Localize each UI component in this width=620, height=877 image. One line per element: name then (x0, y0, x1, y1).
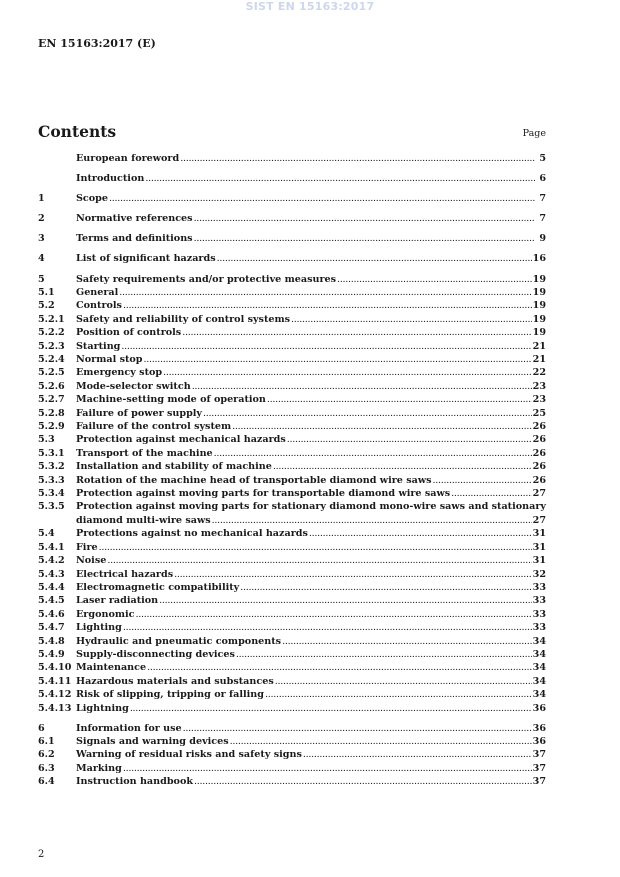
toc-entry-number: 5.4.13 (38, 702, 72, 714)
toc-entry[interactable] (38, 688, 546, 701)
toc-entry-number: 5.4.6 (38, 608, 65, 620)
toc-entry-title: diamond multi-wire saws (76, 514, 211, 526)
toc-entry-page: 23 (532, 380, 546, 392)
dot-leader (232, 420, 532, 433)
toc-entry-title: Terms and definitions (76, 233, 193, 245)
toc-entry[interactable] (38, 621, 546, 634)
toc-entry-title: Normative references (76, 213, 193, 225)
toc-entry-title: Protections against no mechanical hazards (76, 528, 308, 540)
dot-leader (265, 688, 532, 701)
dot-leader (267, 393, 532, 406)
toc-entry-title: Warning of residual risks and safety signs (76, 749, 302, 761)
dot-leader (123, 621, 532, 634)
toc-entry[interactable] (38, 648, 546, 661)
toc-entry-title: Normal stop (76, 354, 143, 365)
page-number: 2 (38, 849, 45, 860)
toc-entry[interactable] (38, 212, 546, 225)
toc-entry-number: 5.2.2 (38, 327, 65, 339)
dot-leader (180, 152, 535, 165)
toc-entry-number: 3 (38, 233, 45, 245)
toc-entry-page: 34 (532, 662, 546, 674)
toc-entry-number: 5.4.9 (38, 648, 65, 660)
toc-entry-number: 5.4.5 (38, 595, 65, 607)
toc-entry-number: 5.3.2 (38, 461, 65, 473)
toc-entry-title: Mode-selector switch (76, 380, 191, 392)
toc-entry-number: 5.2.8 (38, 407, 65, 419)
toc-entry[interactable] (38, 568, 546, 581)
toc-entry-title: Controls (76, 300, 122, 312)
toc-entry-number: 5.4.10 (38, 662, 72, 674)
toc-entry-title: Signals and warning devices (76, 736, 229, 748)
toc-entry-page: 22 (532, 367, 546, 379)
dot-leader (287, 433, 532, 446)
toc-entry-title: Ergonomic (76, 608, 135, 620)
toc-entry-number: 5.4.12 (38, 689, 72, 701)
page-column-label: Page (522, 128, 546, 139)
toc-entry[interactable] (38, 735, 546, 748)
toc-entry-title: Marking (76, 762, 122, 774)
toc-entry-page: 16 (532, 253, 546, 265)
toc-entry-page: 33 (532, 622, 546, 634)
toc-entry-number: 5.2 (38, 300, 55, 312)
toc-entry[interactable] (38, 675, 546, 688)
toc-entry-number: 5.1 (38, 286, 55, 298)
toc-entry-page: 27 (532, 514, 546, 526)
dot-leader (123, 299, 532, 312)
dot-leader (144, 353, 532, 366)
toc-entry-page: 5 (539, 153, 546, 164)
page-title: Contents (38, 122, 117, 141)
toc-entry-number: 5.2.6 (38, 380, 65, 392)
toc-entry-title: General (76, 286, 119, 298)
toc-entry[interactable] (38, 340, 546, 353)
toc-entry-title: Maintenance (76, 662, 147, 674)
toc-entry-title: Machine-setting mode of operation (76, 394, 266, 406)
toc-entry-page: 34 (532, 675, 546, 687)
toc-entry-number: 5.2.9 (38, 421, 65, 433)
dot-leader (291, 313, 532, 326)
toc-entry[interactable] (38, 420, 546, 433)
toc-entry[interactable] (38, 527, 546, 540)
toc-entry[interactable] (38, 581, 546, 594)
toc-entry-title: Scope (76, 193, 108, 205)
dot-leader (174, 568, 532, 581)
toc-entry-title: Noise (76, 555, 107, 567)
toc-entry-title-line1: Protection against moving parts for stationary diamond mono-wire saws and stationary (76, 501, 546, 513)
toc-entry-title: Safety requirements and/or protective measures (76, 273, 337, 285)
toc-entry-title: Supply-disconnecting devices (76, 648, 235, 660)
dot-leader (282, 635, 532, 648)
toc-entry-title: Laser radiation (76, 595, 159, 607)
dot-leader (130, 702, 532, 715)
toc-entry-title: Instruction handbook (76, 776, 193, 788)
toc-entry-number: 5.4.8 (38, 635, 65, 647)
toc-entry-page: 32 (532, 568, 546, 580)
toc-entry[interactable] (38, 554, 546, 567)
toc-entry[interactable] (38, 407, 546, 420)
toc-entry-number: 5.4.2 (38, 555, 65, 567)
dot-leader (212, 514, 532, 527)
toc-entry-page: 31 (532, 528, 546, 540)
toc-entry-page: 26 (532, 421, 546, 433)
toc-entry-number: 5.3.1 (38, 447, 65, 459)
toc-entry-page: 31 (532, 541, 546, 553)
dot-leader (99, 541, 532, 554)
toc-entry-title: Transport of the machine (76, 447, 213, 459)
toc-entry-title: Failure of the control system (76, 421, 232, 433)
toc-entry-page: 9 (539, 233, 546, 245)
toc-entry-number: 5.2.7 (38, 394, 65, 406)
toc-entry-page: 25 (532, 407, 546, 419)
toc-entry[interactable] (38, 500, 546, 527)
toc-entry[interactable] (38, 762, 546, 775)
toc-entry-title: Protection against mechanical hazards (76, 434, 286, 446)
watermark: SIST EN 15163:2017 (245, 0, 375, 13)
dot-leader (109, 192, 535, 205)
toc-entry-title: Electromagnetic compatibility (76, 581, 240, 593)
toc-entry-page: 33 (532, 581, 546, 593)
toc-entry-title: Rotation of the machine head of transportable diamond wire saws (76, 474, 432, 486)
toc-entry[interactable] (38, 232, 546, 245)
toc-entry[interactable] (38, 252, 546, 265)
toc-entry[interactable] (38, 152, 546, 165)
dot-leader (217, 252, 532, 265)
toc-entry[interactable] (38, 353, 546, 366)
dot-leader (147, 661, 532, 674)
toc-entry[interactable] (38, 487, 546, 500)
toc-entry-page: 26 (532, 461, 546, 473)
toc-entry-number: 5.2.3 (38, 340, 65, 352)
toc-entry-title: Hazardous materials and substances (76, 675, 274, 687)
toc-entry-number: 5.3.3 (38, 474, 65, 486)
toc-entry-number: 6.2 (38, 749, 55, 761)
toc-entry-title: Introduction (76, 173, 145, 185)
dot-leader (163, 366, 532, 379)
toc-entry[interactable] (38, 273, 546, 286)
toc-entry-page: 34 (532, 648, 546, 660)
dot-leader (194, 232, 535, 245)
dot-leader (230, 735, 532, 748)
toc-entry-page: 7 (539, 213, 546, 225)
dot-leader (183, 722, 532, 735)
toc-entry-page: 21 (532, 354, 546, 365)
toc-entry-number: 2 (38, 213, 45, 225)
toc-entry-page: 21 (532, 340, 546, 352)
toc-entry[interactable] (38, 313, 546, 326)
toc-entry[interactable] (38, 541, 546, 554)
toc-entry-page: 23 (532, 394, 546, 406)
toc-entry-number: 5.2.5 (38, 367, 65, 379)
dot-leader (121, 340, 531, 353)
toc-entry-number: 6 (38, 722, 45, 734)
toc-entry-title: Emergency stop (76, 367, 163, 379)
toc-entry[interactable] (38, 393, 546, 406)
toc-entry[interactable] (38, 748, 546, 761)
toc-entry[interactable] (38, 380, 546, 393)
toc-entry-page: 36 (532, 736, 546, 748)
toc-entry[interactable] (38, 722, 546, 735)
toc-entry-number: 5.4.7 (38, 622, 65, 634)
dot-leader (119, 286, 531, 299)
dot-leader (303, 748, 532, 761)
toc-entry[interactable] (38, 460, 546, 473)
toc-entry-page: 33 (532, 595, 546, 607)
toc-entry-page: 6 (539, 173, 546, 185)
toc-entry-number: 6.1 (38, 736, 55, 748)
toc-entry-page: 37 (532, 762, 546, 774)
toc-entry-title: Safety and reliability of control systems (76, 313, 291, 325)
toc-entry[interactable] (38, 635, 546, 648)
toc-entry-number: 5.4.1 (38, 541, 65, 553)
toc-entry-page: 27 (532, 488, 546, 500)
dot-leader (273, 460, 532, 473)
toc-entry-number: 5.2.4 (38, 354, 65, 365)
toc-entry-title: Information for use (76, 722, 182, 734)
toc-entry-number: 5.4 (38, 528, 55, 540)
dot-leader (214, 447, 532, 460)
toc-entry[interactable] (38, 366, 546, 379)
toc-entry-number: 5.3.4 (38, 488, 65, 500)
toc-entry-page: 26 (532, 434, 546, 446)
dot-leader (136, 608, 532, 621)
toc-entry-page: 19 (532, 286, 546, 298)
toc-entry[interactable] (38, 661, 546, 674)
dot-leader (309, 527, 532, 540)
toc-entry-number: 5.2.1 (38, 313, 65, 325)
toc-entry-page: 19 (532, 300, 546, 312)
toc-entry[interactable] (38, 286, 546, 299)
toc-entry-number: 5.4.4 (38, 581, 65, 593)
dot-leader (275, 675, 532, 688)
toc-entry-title: Installation and stability of machine (76, 461, 272, 473)
toc-entry[interactable] (38, 447, 546, 460)
toc-entry-title: Position of controls (76, 327, 182, 339)
table-of-contents (38, 152, 546, 789)
toc-entry-number: 5.3.5 (38, 501, 65, 513)
dot-leader (159, 594, 531, 607)
toc-entry-page: 19 (532, 313, 546, 325)
toc-entry[interactable] (38, 594, 546, 607)
dot-leader (192, 380, 532, 393)
dot-leader (240, 581, 531, 594)
toc-entry-page: 26 (532, 447, 546, 459)
toc-entry[interactable] (38, 702, 546, 715)
toc-entry[interactable] (38, 172, 546, 185)
toc-entry-number: 5.4.11 (38, 675, 72, 687)
toc-entry[interactable] (38, 608, 546, 621)
toc-entry-title: Failure of power supply (76, 407, 203, 419)
toc-entry-number: 5.3 (38, 434, 55, 446)
toc-entry-page: 34 (532, 635, 546, 647)
dot-leader (337, 273, 532, 286)
dot-leader (236, 648, 532, 661)
toc-entry-title: European foreword (76, 153, 180, 164)
document-id: EN 15163:2017 (E) (38, 37, 156, 50)
toc-entry-title: Fire (76, 541, 98, 553)
toc-entry-page: 19 (532, 273, 546, 285)
toc-entry-title: Electrical hazards (76, 568, 174, 580)
toc-entry[interactable] (38, 775, 546, 788)
toc-entry-page: 26 (532, 474, 546, 486)
dot-leader (123, 762, 532, 775)
toc-entry-title: Lighting (76, 622, 122, 634)
toc-entry-number: 5 (38, 273, 45, 285)
toc-entry-page: 33 (532, 608, 546, 620)
toc-entry-page: 7 (539, 193, 546, 205)
toc-entry-title: List of significant hazards (76, 253, 216, 265)
dot-leader (451, 487, 532, 500)
dot-leader (203, 407, 532, 420)
toc-entry-number: 1 (38, 193, 45, 205)
toc-entry-page: 36 (532, 722, 546, 734)
toc-entry-number: 4 (38, 253, 45, 265)
toc-entry-number: 6.3 (38, 762, 55, 774)
toc-entry-title: Hydraulic and pneumatic components (76, 635, 282, 647)
dot-leader (145, 172, 535, 185)
toc-entry-page: 36 (532, 702, 546, 714)
toc-entry-title: Protection against moving parts for transportable diamond wire saws (76, 488, 451, 500)
toc-entry-title: Risk of slipping, tripping or falling (76, 689, 264, 701)
toc-entry[interactable] (38, 433, 546, 446)
dot-leader (194, 775, 532, 788)
dot-leader (194, 212, 535, 225)
dot-leader (182, 326, 531, 339)
toc-entry[interactable] (38, 474, 546, 487)
toc-entry-page: 37 (532, 749, 546, 761)
toc-entry-number: 5.4.3 (38, 568, 65, 580)
toc-entry[interactable] (38, 299, 546, 312)
toc-entry-page: 34 (532, 689, 546, 701)
toc-entry-number: 6.4 (38, 776, 55, 788)
toc-entry[interactable] (38, 192, 546, 205)
toc-entry-title: Starting (76, 340, 121, 352)
dot-leader (433, 474, 532, 487)
toc-entry-page: 19 (532, 327, 546, 339)
toc-entry-title: Lightning (76, 702, 129, 714)
toc-entry[interactable] (38, 326, 546, 339)
dot-leader (107, 554, 531, 567)
toc-entry-page: 37 (532, 776, 546, 788)
toc-entry-page: 31 (532, 555, 546, 567)
